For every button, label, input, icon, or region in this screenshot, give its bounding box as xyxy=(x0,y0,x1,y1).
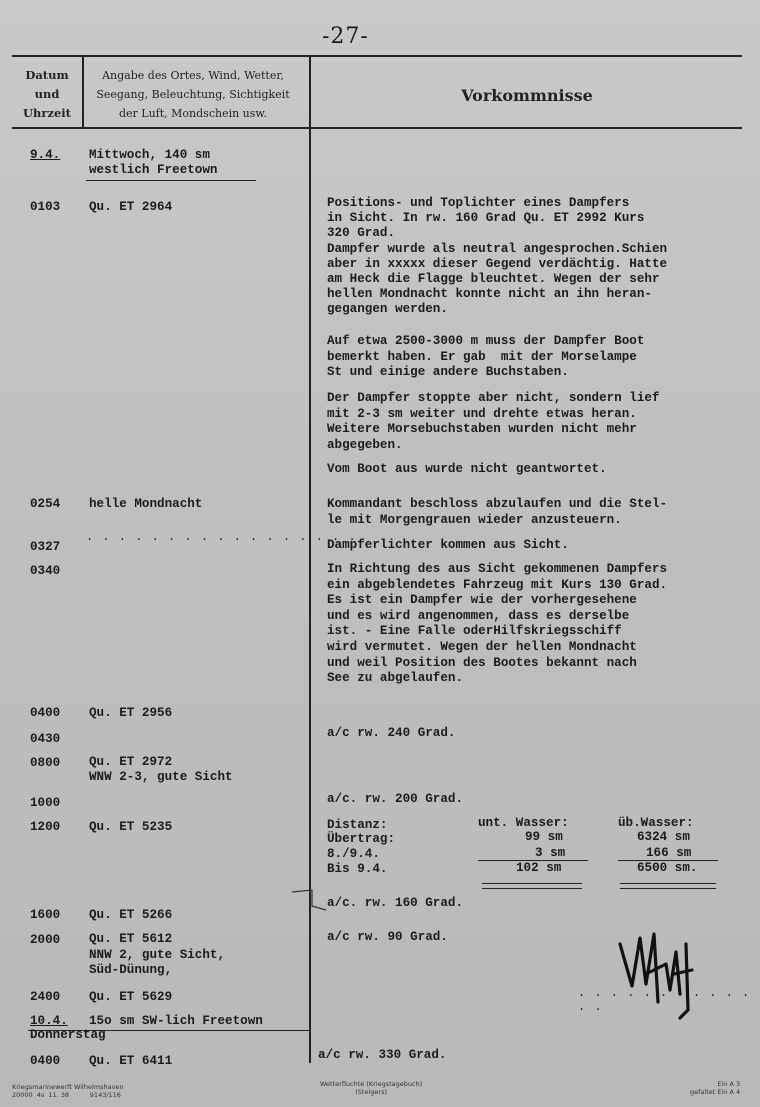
time-cell: 0103 xyxy=(30,200,61,214)
over-water-header: üb.Wasser: xyxy=(618,816,694,830)
under-water-value: 99 sm xyxy=(525,830,563,844)
time-cell: 0800 xyxy=(30,756,61,770)
under-water-header: unt. Wasser: xyxy=(478,816,569,830)
under-water-value: 102 sm xyxy=(516,861,562,875)
time-cell: 0400 xyxy=(30,706,61,720)
footer-left: Kriegsmarinewerft Wilhelmshaven 20000 4s 11. 38 9143/116 xyxy=(12,1083,124,1099)
column-divider-1 xyxy=(82,55,84,129)
header-bottom-rule xyxy=(12,127,742,129)
over-water-value: 6500 sm. xyxy=(637,861,698,875)
entry-text: a/c rw. 240 Grad. xyxy=(327,726,456,740)
entry-text: Vom Boot aus wurde nicht geantwortet. xyxy=(327,462,607,476)
distance-label: Distanz: xyxy=(327,818,388,832)
pencil-mark-icon xyxy=(290,886,330,916)
entry-text: a/c. rw. 200 Grad. xyxy=(327,792,464,806)
entry-text: Positions- und Toplichter eines Dampfers in Sicht. In rw. 160 Grad Qu. ET 2992 Kurs 320 Grad. Dampfer wurde als neutral angesprochen.Schien aber in xxxxx dieser Gegend verdächtig. Hatte am Heck die Flagge bleuchtet. Wegen der sehr hellen Mondnacht konnte nicht an ihn heran- gegangen werden. xyxy=(327,196,668,317)
header-angabe-line: Angabe des Ortes, Wind, Wetter, xyxy=(102,69,284,82)
header-top-rule xyxy=(12,55,742,57)
header-datum xyxy=(14,66,80,123)
entry-text: Dampferlichter kommen aus Sicht. xyxy=(327,538,569,552)
sum-rule xyxy=(478,860,588,861)
entry-text: Kommandant beschloss abzulaufen und die Stel- le mit Morgengrauen wieder anzusteuern. xyxy=(327,497,668,527)
entry-text: a/c rw. 90 Grad. xyxy=(327,930,448,944)
place-cell: Qu. ET 5629 xyxy=(89,990,173,1004)
header-angabe-line: Seegang, Beleuchtung, Sichtigkeit xyxy=(96,88,290,101)
date-cell: 9.4. xyxy=(30,148,61,162)
distance-label: 8./9.4. xyxy=(327,847,380,861)
sum-rule xyxy=(618,860,718,861)
weekday-cell: Donnerstag xyxy=(30,1028,106,1042)
time-cell: 1600 xyxy=(30,908,61,922)
place-cell: Qu. ET 6411 xyxy=(89,1054,173,1068)
distance-label: Übertrag: xyxy=(327,832,396,846)
header-datum-line: Datum xyxy=(25,68,69,82)
place-cell: Mittwoch, 140 sm westlich Freetown xyxy=(89,148,218,177)
place-cell: helle Mondnacht xyxy=(89,497,203,511)
double-rule xyxy=(482,883,582,889)
place-cell: 15o sm SW-lich Freetown xyxy=(89,1014,263,1028)
time-cell: 0340 xyxy=(30,564,61,578)
time-cell: 0430 xyxy=(30,732,61,746)
date-cell: 10.4. xyxy=(30,1014,68,1028)
time-cell: 2000 xyxy=(30,933,61,947)
signature-dots: . . . . . . . . . . . . . xyxy=(578,986,751,1014)
header-angabe-line: der Luft, Mondschein usw. xyxy=(118,107,268,120)
place-cell: Qu. ET 5235 xyxy=(89,820,173,834)
entry-text: In Richtung des aus Sicht gekommenen Dampfers ein abgeblendetes Fahrzeug mit Kurs 130 Grad. Es ist ein Dampfer wie der vorhergesehene und es wird angenommen, dass es derselbe ist. - Eine Falle oderHilfskriegsschiff wird vermutet. Wegen der hellen Mondnacht und weil Position des Bootes bekannt nach See zu abgelaufen. xyxy=(327,562,668,686)
header-datum-line: und xyxy=(34,87,60,101)
footer-center: Wetterfluchte (Kriegstagebuch) (Steigers) xyxy=(320,1080,423,1096)
time-cell: 0327 xyxy=(30,540,61,554)
place-cell: Qu. ET 2964 xyxy=(89,200,173,214)
header-angabe xyxy=(88,66,298,123)
place-cell: Qu. ET 2972 WNW 2-3, gute Sicht xyxy=(89,755,233,784)
place-cell: Qu. ET 5266 xyxy=(89,908,173,922)
entry-text: Der Dampfer stoppte aber nicht, sondern lief mit 2-3 sm weiter und drehte etwas heran. Weitere Morsebuchstaben wurden nicht mehr abgegeben. xyxy=(327,391,660,452)
distance-label: Bis 9.4. xyxy=(327,862,388,876)
place-cell: Qu. ET 5612 NNW 2, gute Sicht, Süd-Dünung, xyxy=(89,932,226,977)
footer-right: Ein A 3 gefaltet Ein A 4 xyxy=(690,1080,741,1096)
time-cell: 1000 xyxy=(30,796,61,810)
double-rule xyxy=(620,883,716,889)
under-water-value: 3 sm xyxy=(535,846,566,860)
over-water-value: 166 sm xyxy=(646,846,692,860)
time-cell: 0254 xyxy=(30,497,61,511)
entry-text: Auf etwa 2500-3000 m muss der Dampfer Boot bemerkt haben. Er gab mit der Morselampe St und einige andere Buchstaben. xyxy=(327,334,645,379)
dotted-separator: . . . . . . . . . . . . . . . . . xyxy=(86,530,357,544)
over-water-value: 6324 sm xyxy=(637,830,690,844)
entry-text: a/c rw. 330 Grad. xyxy=(318,1048,447,1062)
time-cell: 1200 xyxy=(30,820,61,834)
header-vorkommnisse: Vorkommnisse xyxy=(461,86,593,105)
time-cell: 2400 xyxy=(30,990,61,1004)
place-cell: Qu. ET 2956 xyxy=(89,706,173,720)
entry-text: a/c. rw. 160 Grad. xyxy=(327,896,464,910)
page-number: -27- xyxy=(322,24,369,49)
time-cell: 0400 xyxy=(30,1054,61,1068)
place-underline xyxy=(86,180,256,181)
header-datum-line: Uhrzeit xyxy=(23,106,71,120)
